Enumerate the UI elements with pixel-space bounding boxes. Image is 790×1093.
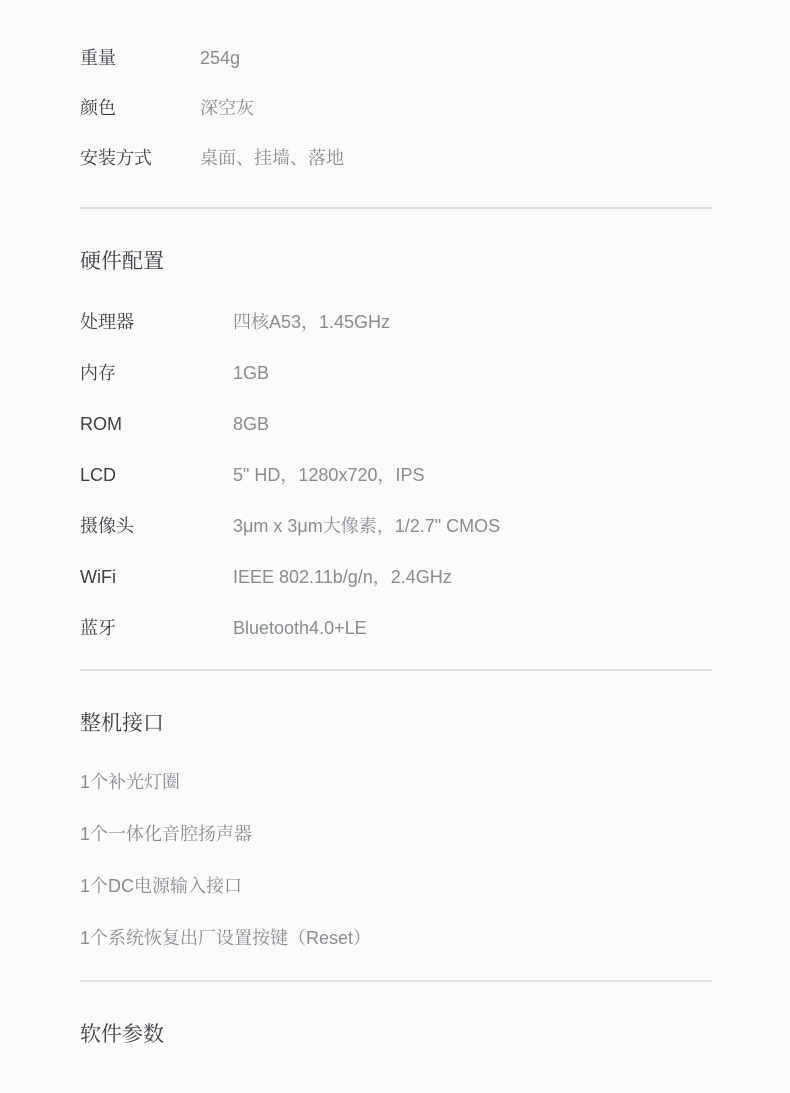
section-heading-interfaces: 整机接口	[80, 712, 164, 735]
spec-value: 1GB	[233, 363, 270, 383]
section-divider	[80, 980, 712, 982]
spec-value: 四核A53，1.45GHz	[233, 312, 391, 332]
spec-label: ROM	[80, 414, 122, 434]
spec-label: 重量	[80, 48, 116, 68]
spec-label: 处理器	[80, 312, 134, 332]
spec-row-memory	[80, 363, 712, 383]
spec-row-camera	[80, 516, 712, 536]
list-item-speaker: 1个一体化音腔扬声器	[80, 824, 253, 844]
spec-label: 蓝牙	[80, 618, 116, 638]
spec-value: IEEE 802.11b/g/n，2.4GHz	[233, 567, 452, 587]
spec-table-hardware	[80, 312, 712, 638]
spec-row-wifi	[80, 567, 712, 587]
spec-label: 安装方式	[80, 148, 152, 168]
spec-row-mounting	[80, 148, 712, 168]
section-heading-software: 软件参数	[80, 1023, 164, 1046]
list-item-dc-input: 1个DC电源输入接口	[80, 876, 243, 896]
spec-row-lcd	[80, 465, 712, 485]
spec-row-weight	[80, 48, 712, 68]
list-item-reset-button: 1个系统恢复出厂设置按键（Reset）	[80, 928, 372, 948]
spec-label: 颜色	[80, 98, 116, 118]
spec-label: WiFi	[80, 567, 116, 587]
spec-row-bluetooth	[80, 618, 712, 638]
spec-value: 3μm x 3μm大像素，1/2.7" CMOS	[233, 516, 501, 536]
spec-row-rom	[80, 414, 712, 434]
spec-value: Bluetooth4.0+LE	[233, 618, 367, 638]
spec-value: 深空灰	[200, 98, 254, 118]
spec-value: 8GB	[233, 414, 270, 434]
spec-row-processor	[80, 312, 712, 332]
list-item-fill-light: 1个补光灯圈	[80, 772, 181, 792]
spec-row-color	[80, 98, 712, 118]
spec-value: 5" HD，1280x720，IPS	[233, 465, 425, 485]
section-divider	[80, 669, 712, 671]
spec-label: 内存	[80, 363, 116, 383]
interface-list	[80, 772, 712, 948]
spec-label: 摄像头	[80, 516, 134, 536]
spec-value: 254g	[200, 48, 241, 68]
section-divider	[80, 207, 712, 209]
spec-label: LCD	[80, 465, 117, 485]
spec-table-general	[80, 48, 712, 168]
section-heading-hardware: 硬件配置	[80, 250, 164, 273]
spec-value: 桌面、挂墙、落地	[200, 148, 344, 168]
